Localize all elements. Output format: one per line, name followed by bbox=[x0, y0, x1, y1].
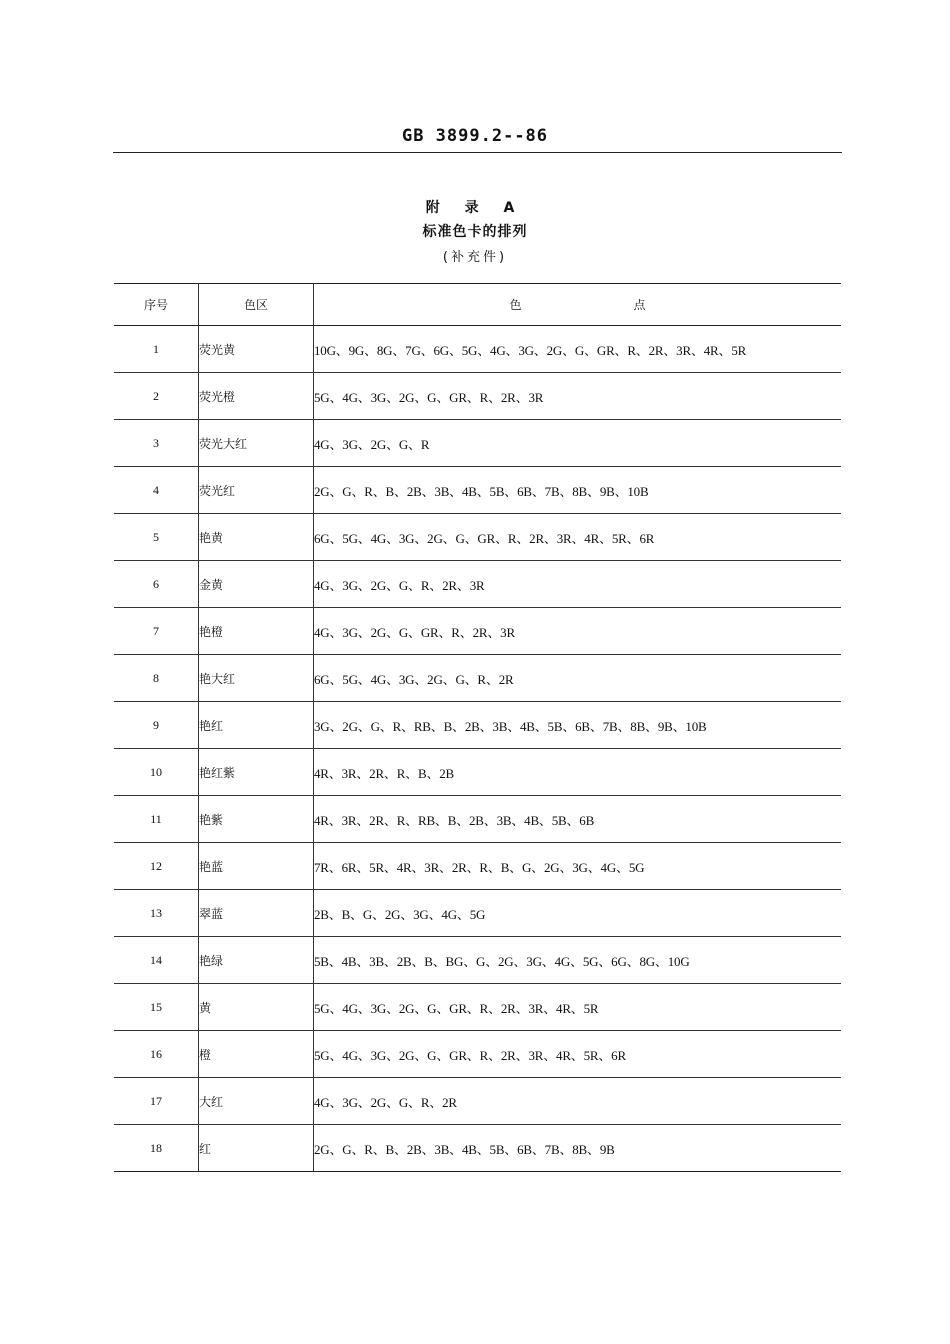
row-color-zone: 翠蓝 bbox=[199, 890, 314, 937]
row-color-zone: 大红 bbox=[199, 1078, 314, 1125]
row-number: 13 bbox=[114, 890, 199, 937]
row-color-zone: 艳紫 bbox=[199, 796, 314, 843]
table-row bbox=[114, 373, 841, 420]
table-row bbox=[114, 1125, 841, 1172]
row-color-zone: 橙 bbox=[199, 1031, 314, 1078]
row-number: 18 bbox=[114, 1125, 199, 1172]
table-row bbox=[114, 420, 841, 467]
row-color-zone: 艳大红 bbox=[199, 655, 314, 702]
row-number: 3 bbox=[114, 420, 199, 467]
table-row bbox=[114, 937, 841, 984]
table-row bbox=[114, 796, 841, 843]
table-row bbox=[114, 1078, 841, 1125]
row-color-points: 2B、B、G、2G、3G、4G、5G bbox=[314, 890, 842, 937]
row-number: 11 bbox=[114, 796, 199, 843]
row-color-zone: 荧光黄 bbox=[199, 326, 314, 373]
row-color-zone: 荧光大红 bbox=[199, 420, 314, 467]
table-header-row bbox=[114, 284, 841, 326]
table-row bbox=[114, 514, 841, 561]
row-number: 5 bbox=[114, 514, 199, 561]
row-color-points: 4G、3G、2G、G、R、2R bbox=[314, 1078, 842, 1125]
row-color-points: 4G、3G、2G、G、GR、R、2R、3R bbox=[314, 608, 842, 655]
row-number: 8 bbox=[114, 655, 199, 702]
row-color-points: 6G、5G、4G、3G、2G、G、GR、R、2R、3R、4R、5R、6R bbox=[314, 514, 842, 561]
row-color-points: 4R、3R、2R、R、RB、B、2B、3B、4B、5B、6B bbox=[314, 796, 842, 843]
row-color-zone: 艳黄 bbox=[199, 514, 314, 561]
row-color-zone: 荧光橙 bbox=[199, 373, 314, 420]
row-number: 1 bbox=[114, 326, 199, 373]
appendix-note: (补充件) bbox=[442, 250, 508, 265]
row-color-points: 3G、2G、G、R、RB、B、2B、3B、4B、5B、6B、7B、8B、9B、10B bbox=[314, 702, 842, 749]
table-row bbox=[114, 1031, 841, 1078]
row-number: 12 bbox=[114, 843, 199, 890]
table-row bbox=[114, 749, 841, 796]
table-row bbox=[114, 984, 841, 1031]
row-color-zone: 艳红紫 bbox=[199, 749, 314, 796]
header-rule bbox=[113, 152, 842, 153]
table-row bbox=[114, 608, 841, 655]
row-number: 7 bbox=[114, 608, 199, 655]
row-color-zone: 荧光红 bbox=[199, 467, 314, 514]
standard-code: GB 3899.2--86 bbox=[401, 126, 549, 146]
row-number: 15 bbox=[114, 984, 199, 1031]
row-number: 10 bbox=[114, 749, 199, 796]
column-header-no: 序号 bbox=[114, 284, 199, 326]
row-number: 4 bbox=[114, 467, 199, 514]
row-color-points: 5G、4G、3G、2G、G、GR、R、2R、3R bbox=[314, 373, 842, 420]
table-row bbox=[114, 467, 841, 514]
appendix-title: 标准色卡的排列 bbox=[422, 224, 528, 240]
row-number: 14 bbox=[114, 937, 199, 984]
row-color-points: 2G、G、R、B、2B、3B、4B、5B、6B、7B、8B、9B bbox=[314, 1125, 842, 1172]
row-color-zone: 艳橙 bbox=[199, 608, 314, 655]
row-color-zone: 金黄 bbox=[199, 561, 314, 608]
row-color-points: 2G、G、R、B、2B、3B、4B、5B、6B、7B、8B、9B、10B bbox=[314, 467, 842, 514]
row-color-zone: 艳绿 bbox=[199, 937, 314, 984]
table-row bbox=[114, 702, 841, 749]
row-color-points: 5B、4B、3B、2B、B、BG、G、2G、3G、4G、5G、6G、8G、10G bbox=[314, 937, 842, 984]
table-row bbox=[114, 561, 841, 608]
column-header-points bbox=[314, 284, 842, 326]
row-number: 17 bbox=[114, 1078, 199, 1125]
row-number: 2 bbox=[114, 373, 199, 420]
row-color-points: 4R、3R、2R、R、B、2B bbox=[314, 749, 842, 796]
row-color-points: 5G、4G、3G、2G、G、GR、R、2R、3R、4R、5R、6R bbox=[314, 1031, 842, 1078]
row-number: 6 bbox=[114, 561, 199, 608]
row-color-points: 10G、9G、8G、7G、6G、5G、4G、3G、2G、G、GR、R、2R、3R、4R、5R bbox=[314, 326, 842, 373]
table-row bbox=[114, 890, 841, 937]
appendix-label: 附 录 A bbox=[425, 200, 525, 216]
column-header-points-right: 点 bbox=[633, 298, 646, 312]
color-card-table bbox=[114, 283, 841, 1172]
table-row bbox=[114, 843, 841, 890]
table-body bbox=[114, 326, 841, 1172]
row-color-zone: 艳红 bbox=[199, 702, 314, 749]
column-header-points-left: 色 bbox=[509, 298, 522, 312]
table-row bbox=[114, 326, 841, 373]
table-row bbox=[114, 655, 841, 702]
row-color-points: 5G、4G、3G、2G、G、GR、R、2R、3R、4R、5R bbox=[314, 984, 842, 1031]
row-color-points: 6G、5G、4G、3G、2G、G、R、2R bbox=[314, 655, 842, 702]
row-color-points: 4G、3G、2G、G、R、2R、3R bbox=[314, 561, 842, 608]
row-color-zone: 黄 bbox=[199, 984, 314, 1031]
row-color-zone: 艳蓝 bbox=[199, 843, 314, 890]
row-number: 9 bbox=[114, 702, 199, 749]
row-color-zone: 红 bbox=[199, 1125, 314, 1172]
column-header-zone: 色区 bbox=[199, 284, 314, 326]
row-color-points: 4G、3G、2G、G、R bbox=[314, 420, 842, 467]
row-color-points: 7R、6R、5R、4R、3R、2R、R、B、G、2G、3G、4G、5G bbox=[314, 843, 842, 890]
row-number: 16 bbox=[114, 1031, 199, 1078]
